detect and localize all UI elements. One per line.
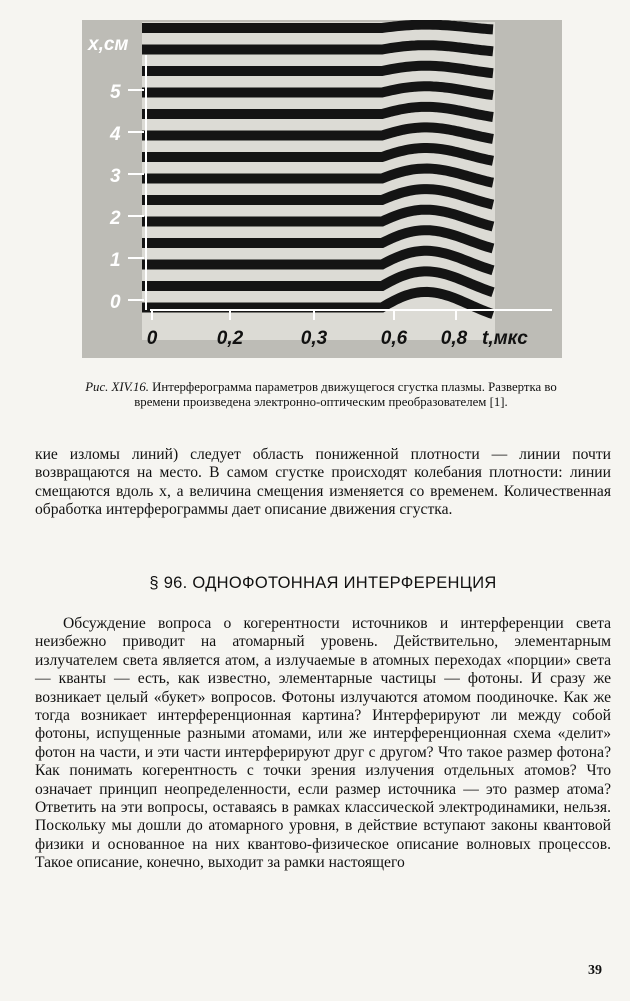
y-tick-label: 2 <box>110 208 121 229</box>
paragraph-main <box>35 615 611 873</box>
page-number: 39 <box>588 963 602 978</box>
fringe-line <box>142 25 493 30</box>
y-tick-label: 5 <box>110 82 121 103</box>
y-tick-label: 0 <box>110 292 121 313</box>
x-tick-label: 0,6 <box>380 328 408 349</box>
x-tick-label: 0,3 <box>300 328 328 349</box>
y-tick-label: 4 <box>110 124 121 145</box>
x-axis-label: t,мкс <box>482 328 528 349</box>
x-tick-label: 0 <box>146 328 158 349</box>
paragraph-continuation <box>35 446 611 520</box>
paragraph-text: Обсуждение вопроса о когерентности источников и интерференции света неизбежно приводит на атомарный уровень. Действительно, элементарным излучателем света является атом, а излучаемые в атомных переходах «порции» света — кванты — есть, как известно, элементарные частицы — фотоны. И сразу же возникает целый «букет» вопросов. Фотоны излучаются атомом поодиночке. Как же тогда возникает интерференционная картина? Интерферируют ли между собой фотоны, испущенные разными атомами, или же интерференционная схема «делит» фотон на части, и эти части интерферируют друг с другом? Что такое размер фотона? Как понимать когерентность с точки зрения излучения отдельных атомов? Что означает принцип неопределенности, если размер источника — это размер атома? Ответить на эти вопросы, оставаясь в рамках классической электродинамики, нельзя. Поскольку мы дошли до атомарного уровня, в действие вступают законы квантовой физики и основанное на них квантово-физическое описание волновых процессов. Такое описание, конечно, выходит за рамки настоящего <box>35 615 611 872</box>
x-tick-label: 0,2 <box>216 328 244 349</box>
y-tick-label: 1 <box>110 250 121 271</box>
paragraph-text: кие изломы линий) следует область пониженной плотности — линии почти возвращаются на место. В самом сгустке происходят колебания плотности: линии смещаются вдоль x, а величина смещения изменяется со временем. Количественная обработка интерферограммы дает описание движения сгустка. <box>35 446 611 519</box>
section-heading: § 96. ОДНОФОТОННАЯ ИНТЕРФЕРЕНЦИЯ <box>149 574 497 592</box>
fringe-line <box>142 45 493 51</box>
x-tick-label: 0,8 <box>440 328 468 349</box>
interferogram-figure <box>82 20 562 358</box>
caption-label: Рис. XIV.16. <box>85 380 149 394</box>
figure-caption <box>80 380 562 410</box>
y-axis-label: x,см <box>88 34 129 55</box>
y-tick-label: 3 <box>110 166 121 187</box>
caption-text: Интерферограмма параметров движущегося сгустка плазмы. Развертка во времени произведена электронно-оптическим преобразователем [1]. <box>134 380 557 409</box>
interferogram-plot <box>82 20 562 358</box>
